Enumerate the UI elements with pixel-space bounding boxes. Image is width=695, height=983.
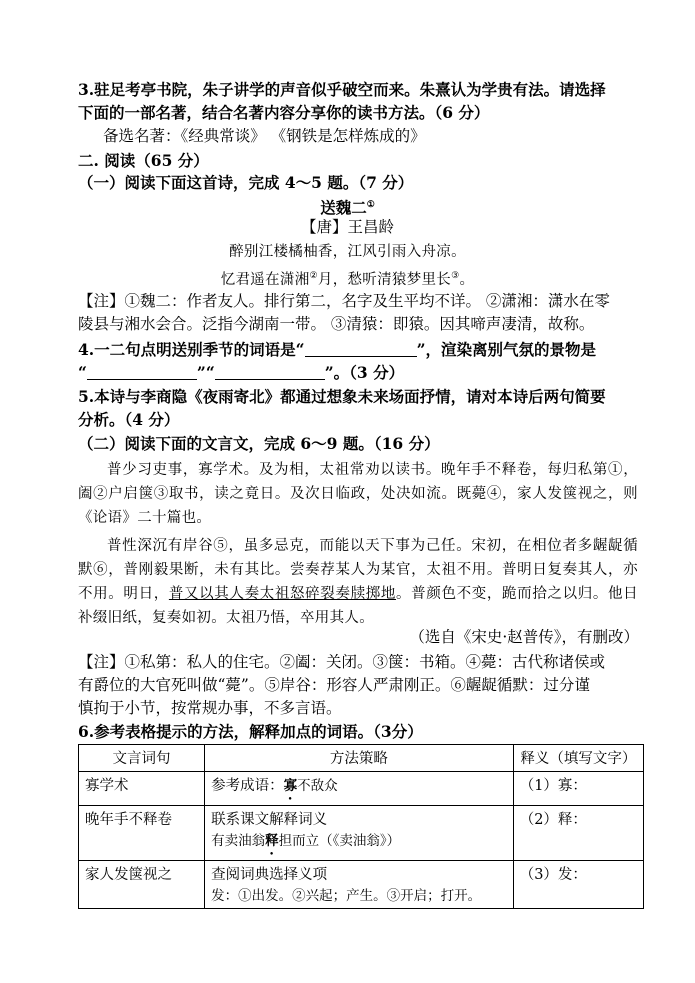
method-cell: 参考成语：寡不敌众 — [205, 772, 514, 806]
q4-line2: “ ”“ ”。（3 分） — [78, 363, 405, 382]
method-cell: 联系课文解释词义 有卖油翁释担而立（《卖油翁》） — [205, 806, 514, 861]
part1-heading: （一）阅读下面这首诗，完成 4～5 题。（7 分） — [78, 173, 414, 192]
poem-author: 【唐】王昌龄 — [300, 218, 394, 236]
hint-text: 有卖油翁释担而立（《卖油翁》） — [211, 833, 401, 849]
header-answer: 释义（填写文字） — [513, 745, 643, 772]
q4-blank-1[interactable] — [305, 340, 417, 357]
q6-table — [78, 744, 644, 909]
section2-title: 二. 阅读（65 分） — [78, 151, 209, 170]
passage-note-line2: 有爵位的大官死叫做“薨”。⑤岸谷：形容人严肃刚正。⑥龌龊循默：过分谨 — [78, 676, 590, 694]
table-header-row — [79, 745, 644, 772]
passage-source: （选自《宋史·赵普传》，有删改） — [409, 628, 639, 646]
phrase-cell: 寡学术 — [79, 772, 205, 806]
answer-cell[interactable]: （1）寡： — [513, 772, 643, 806]
hint-text: 发：①出发。②兴起；产生。③开启；打开。 — [211, 888, 482, 904]
part2-heading: （二）阅读下面的文言文，完成 6～9 题。（16 分） — [78, 434, 440, 453]
table-row — [79, 772, 644, 806]
poem-note-line2: 陵县与湘水会合。泛指今湖南一带。 ③清猿：即猿。因其啼声凄清，故称。 — [78, 315, 595, 333]
q3-line1: 3.驻足考亭书院，朱子讲学的声音似乎破空而来。朱熹认为学贵有法。请选择 — [78, 80, 606, 99]
header-method: 方法策略 — [205, 745, 514, 772]
q4-blank-2[interactable] — [87, 363, 197, 380]
answer-cell[interactable]: （3）发： — [513, 861, 643, 909]
phrase-cell: 家人发箧视之 — [79, 861, 205, 909]
q3-line2: 下面的一部名著，结合名著内容分享你的读书方法。（6 分） — [78, 103, 490, 122]
q4-line1: 4.一二句点明送别季节的词语是“ ”，渲染离别气氛的景物是 — [78, 340, 597, 359]
classical-passage — [78, 458, 638, 630]
phrase-cell: 晚年手不释卷 — [79, 806, 205, 861]
poem-line1: 醉别江楼橘柚香，江风引雨入舟凉。 — [229, 244, 466, 260]
poem-note-line1: 【注】①魏二：作者友人。排行第二，名字及生平均不详。 ②潇湘：潇水在零 — [78, 292, 610, 310]
answer-cell[interactable]: （2）释： — [513, 806, 643, 861]
q6-title: 6.参考表格提示的方法，解释加点的词语。（3分） — [78, 722, 423, 741]
poem-title: 送魏二① — [320, 198, 375, 218]
table-row — [79, 806, 644, 861]
q3-books: 备选名著：《经典常谈》 《钢铁是怎样炼成的》 — [103, 127, 426, 145]
q4-blank-3[interactable] — [215, 363, 325, 380]
q5-line2: 分析。（4 分） — [78, 410, 180, 429]
passage-paragraph-1: 普少习吏事，寡学术。及为相，太祖常劝以读书。晚年手不释卷，每归私第①，阖②户启箧③取书，读之竟日。及次日临政，处决如流。既薨④，家人发箧视之，则《论语》二十篇也。 — [78, 462, 638, 526]
passage-paragraph-2: 普性深沉有岸谷⑤，虽多忌克，而能以天下事为己任。宋初，在相位者多龌龊循默⑥，普刚毅果断，未有其比。尝奏荐某人为某官，太祖不用。普明日复奏其人，亦不用。明日，普又以其人奏太祖怒碎裂奏牍掷地。普颜色不变，跪而拾之以归。他日补缀旧纸，复奏如初。太祖乃悟，卒用其人。 — [78, 538, 638, 626]
underlined-sentence: 普又以其人奏太祖怒碎裂奏牍掷地 — [168, 586, 397, 602]
header-phrase: 文言词句 — [79, 745, 205, 772]
poem-line2: 忆君遥在潇湘②月，愁听清猿梦里长③。 — [220, 271, 475, 288]
q5-line1: 5.本诗与李商隐《夜雨寄北》都通过想象未来场面抒情，请对本诗后两句简要 — [78, 387, 606, 406]
passage-note-line3: 慎拘于小节，按常规办事，不多言语。 — [78, 699, 342, 717]
method-cell: 查阅词典选择义项 发：①出发。②兴起；产生。③开启；打开。 — [205, 861, 514, 909]
passage-note-line1: 【注】①私第：私人的住宅。②阖：关闭。③箧：书箱。④薨：古代称诸侯或 — [78, 653, 606, 671]
table-row — [79, 861, 644, 909]
